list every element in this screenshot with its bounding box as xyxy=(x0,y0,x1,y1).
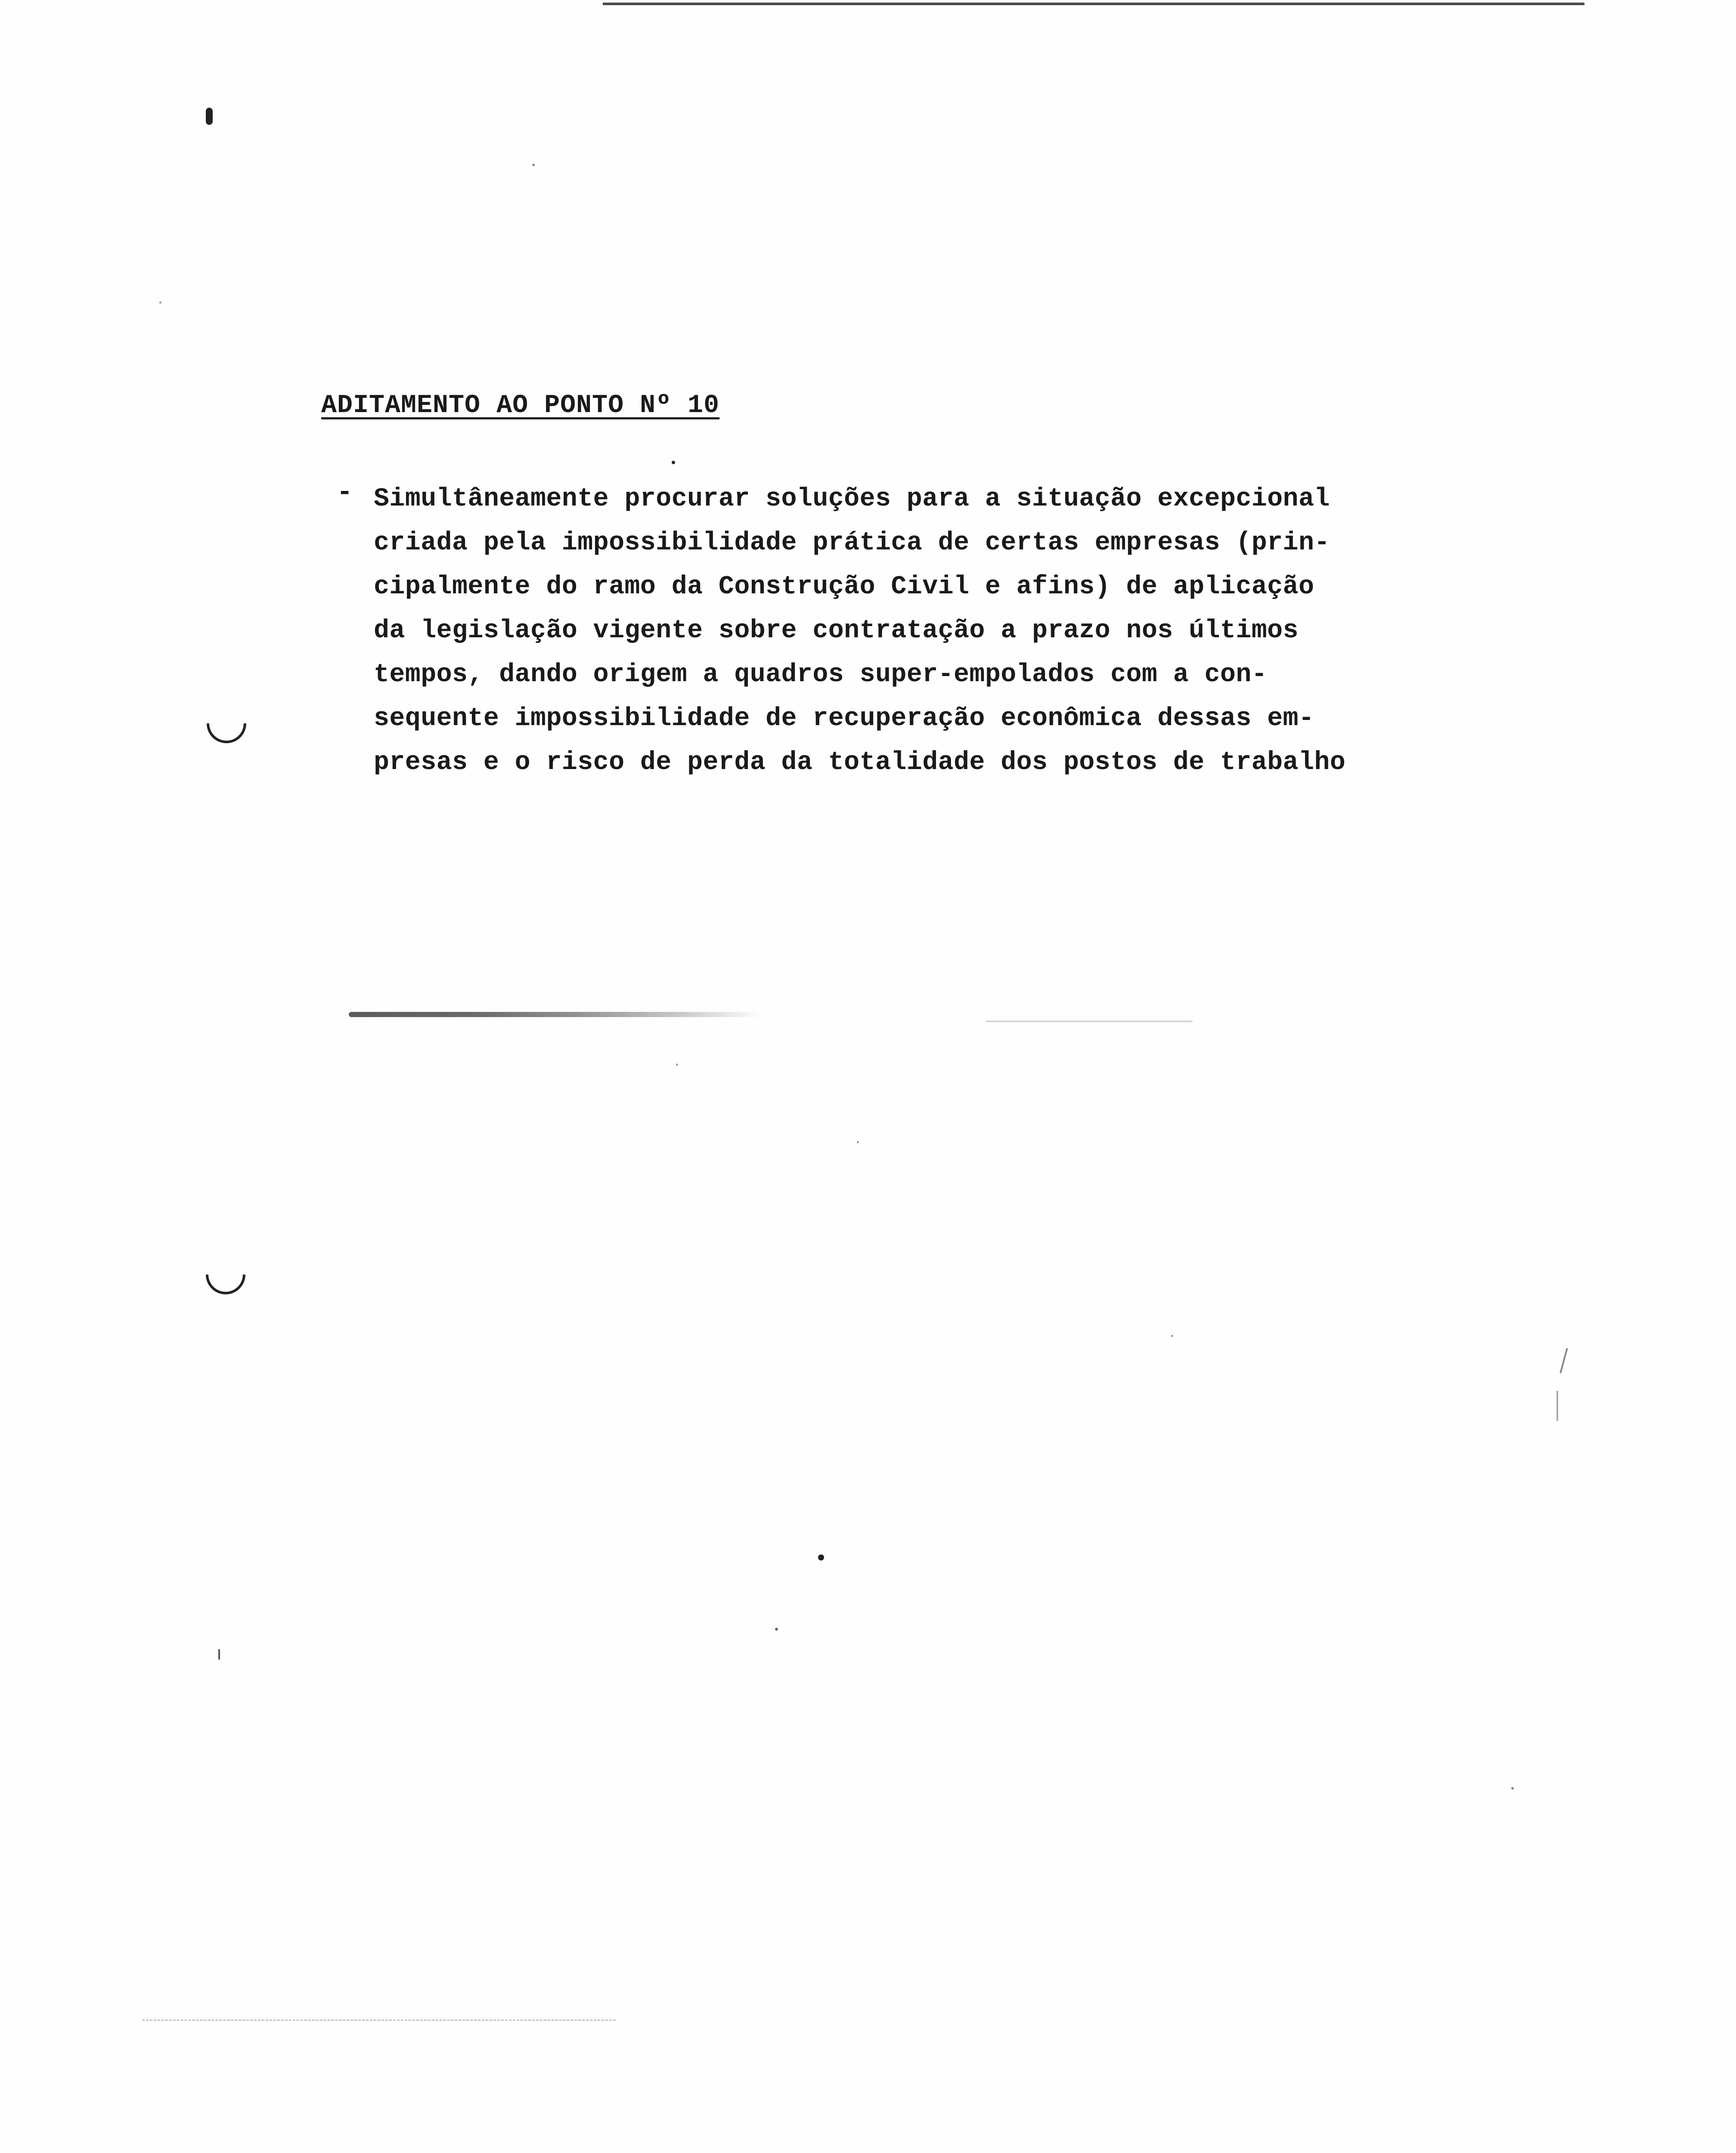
scan-smudge xyxy=(349,1012,762,1017)
ink-tick xyxy=(1556,1391,1558,1421)
paragraph-line: sequente impossibilidade de recuperação econômica dessas em- xyxy=(374,704,1314,733)
ink-dot xyxy=(532,164,535,166)
paragraph-line: presas e o risco de perda da totalidade dos postos de trabalho xyxy=(374,748,1346,777)
ink-dot xyxy=(775,1628,778,1631)
ink-dot xyxy=(1171,1335,1173,1337)
paragraph-line: criada pela impossibilidade prática de certas empresas (prin- xyxy=(374,528,1330,558)
top-border-rule xyxy=(603,3,1584,5)
ink-dot xyxy=(818,1554,824,1560)
bullet-dash: - xyxy=(337,477,353,508)
ink-tick xyxy=(218,1649,220,1660)
ink-mark xyxy=(206,108,213,125)
ink-tick xyxy=(1559,1348,1568,1374)
scan-dotted-line xyxy=(142,2020,616,2021)
document-heading: ADITAMENTO AO PONTO Nº 10 xyxy=(321,391,720,420)
punch-hole-mark xyxy=(206,1275,245,1294)
paragraph-line: Simultâneamente procurar soluções para a situação excepcional xyxy=(374,484,1330,514)
scan-smudge xyxy=(986,1021,1193,1022)
paragraph xyxy=(374,477,1476,785)
ink-dot xyxy=(672,461,675,464)
ink-dot xyxy=(857,1141,859,1143)
ink-dot xyxy=(159,301,161,304)
paragraph-line: cipalmente do ramo da Construção Civil e afins) de aplicação xyxy=(374,572,1314,602)
paragraph-line: da legislação vigente sobre contratação a prazo nos últimos xyxy=(374,616,1299,645)
ink-dot xyxy=(676,1064,678,1066)
punch-hole-mark xyxy=(207,723,246,743)
paragraph-line: tempos, dando origem a quadros super-empolados com a con- xyxy=(374,660,1268,689)
ink-dot xyxy=(1511,1787,1514,1790)
